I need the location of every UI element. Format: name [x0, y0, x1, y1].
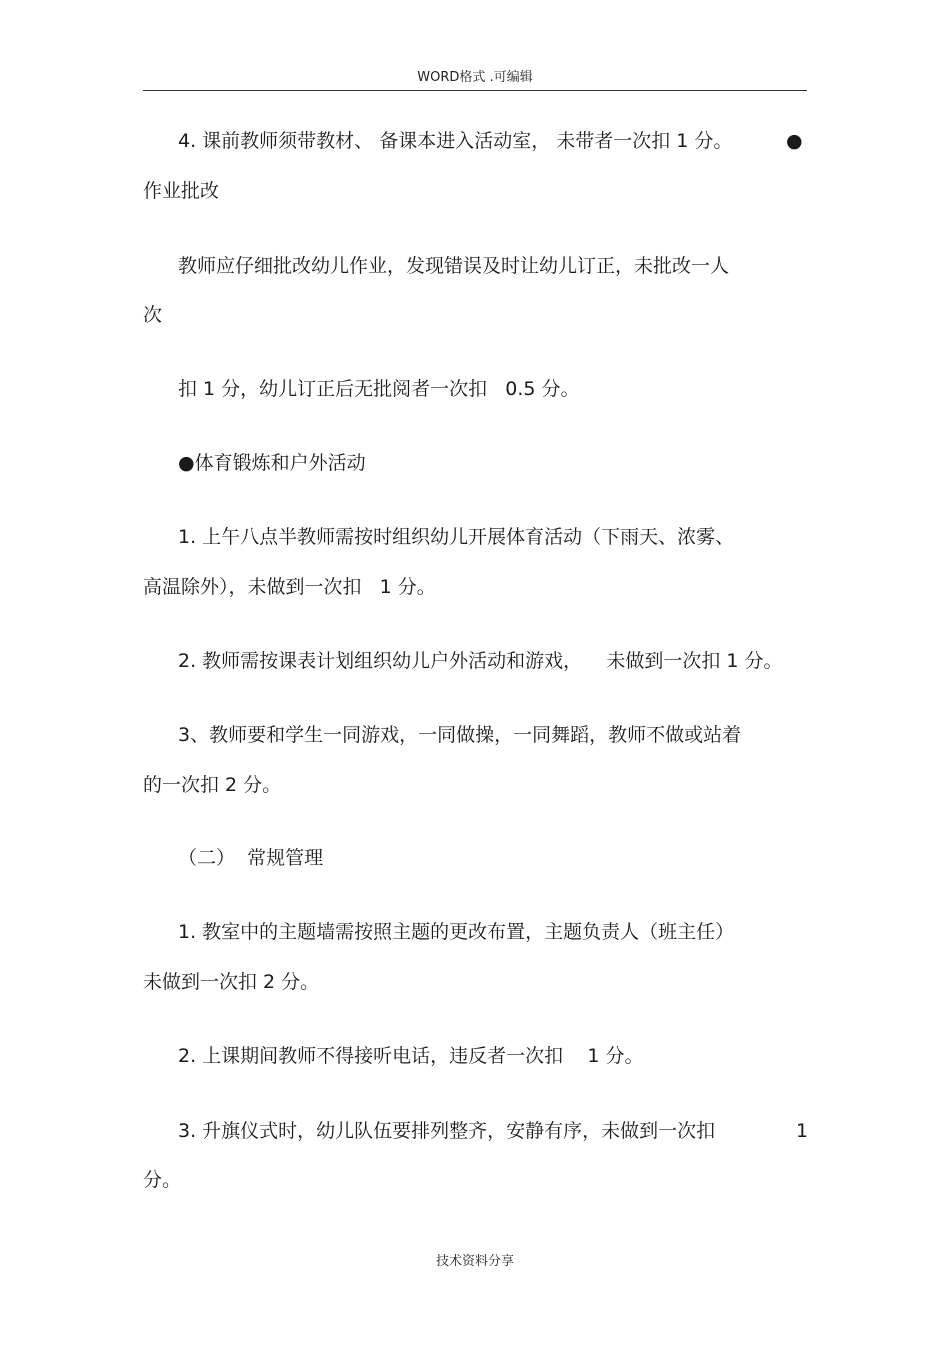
page-header: WORD格式 .可编辑 — [417, 70, 533, 85]
paragraph-line-5: 扣 1 分，幼儿订正后无批阅者一次扣 0.5 分。 — [178, 378, 580, 400]
paragraph-line-15: 2. 上课期间教师不得接听电话，违反者一次扣 1 分。 — [178, 1045, 644, 1067]
paragraph-line-11: 的一次扣 2 分。 — [143, 774, 282, 796]
section-heading-sports: ●体育锻炼和户外活动 — [178, 452, 366, 474]
header-divider — [143, 90, 807, 91]
section-heading-routine: （二） 常规管理 — [178, 847, 324, 869]
paragraph-line-13: 1. 教室中的主题墙需按照主题的更改布置，主题负责人（班主任） — [178, 921, 735, 943]
paragraph-line-16: 3. 升旗仪式时，幼儿队伍要排列整齐，安静有序，未做到一次扣 — [178, 1120, 716, 1142]
section-heading-homework: 作业批改 — [143, 180, 220, 202]
paragraph-line-17: 分。 — [143, 1169, 182, 1191]
paragraph-line-14: 未做到一次扣 2 分。 — [143, 971, 320, 993]
paragraph-line-3: 教师应仔细批改幼儿作业，发现错误及时让幼儿订正，未批改一人 — [178, 255, 730, 277]
page-footer: 技术资料分享 — [435, 1254, 514, 1269]
paragraph-line-9: 2. 教师需按课表计划组织幼儿户外活动和游戏， 未做到一次扣 1 分。 — [178, 650, 783, 672]
paragraph-line-10: 3、教师要和学生一同游戏，一同做操，一同舞蹈，教师不做或站着 — [178, 724, 742, 746]
paragraph-line-4: 次 — [143, 304, 163, 326]
bullet-marker: ● — [786, 130, 803, 152]
paragraph-line-7: 1. 上午八点半教师需按时组织幼儿开展体育活动（下雨天、浓雾、 — [178, 526, 735, 548]
paragraph-line-1: 4. 课前教师须带教材、 备课本进入活动室， 未带者一次扣 1 分。 — [178, 130, 733, 152]
paragraph-line-16-tail: 1 — [796, 1120, 809, 1142]
paragraph-line-8: 高温除外），未做到一次扣 1 分。 — [143, 576, 436, 598]
